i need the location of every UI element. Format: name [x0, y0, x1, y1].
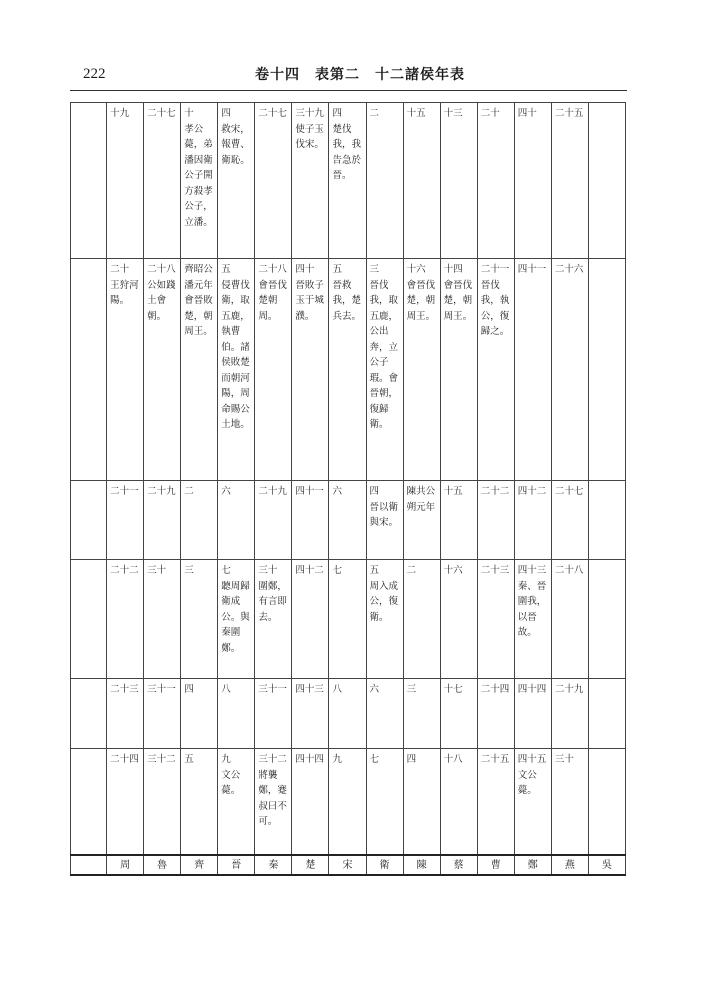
table-cell: 四 救宋，報曹、衛恥。 — [218, 103, 255, 259]
table-cell: 四十 — [514, 103, 551, 259]
table-cell: 二十三 — [107, 679, 144, 749]
table-cell: 十七 — [440, 679, 477, 749]
state-label: 周 — [107, 855, 144, 875]
table-cell: 二十六 — [551, 259, 588, 481]
table-cell — [588, 103, 625, 259]
table-cell — [71, 749, 107, 856]
year-row — [71, 749, 626, 856]
table-cell: 五 侵曹伐衛，取五鹿，執曹伯。諸侯敗楚而朝河陽，周命賜公土地。 — [218, 259, 255, 481]
state-label: 魯 — [144, 855, 181, 875]
table-cell: 陳共公朔元年 — [403, 481, 440, 560]
table-cell: 十五 — [440, 481, 477, 560]
table-cell: 九 文公薨。 — [218, 749, 255, 856]
table-cell: 四 晉以衛與宋。 — [366, 481, 403, 560]
year-row — [71, 679, 626, 749]
state-label: 蔡 — [440, 855, 477, 875]
table-cell: 二十 王狩河陽。 — [107, 259, 144, 481]
table-cell: 二十九 — [144, 481, 181, 560]
state-label: 晉 — [218, 855, 255, 875]
table-cell: 二十一 — [107, 481, 144, 560]
table-cell — [71, 679, 107, 749]
table-cell: 四十三 秦、晉圍我，以晉故。 — [514, 560, 551, 679]
table-cell: 二十四 — [477, 679, 514, 749]
table-cell: 二十二 — [477, 481, 514, 560]
table-cell: 四 — [181, 679, 218, 749]
table-cell: 七 聽周歸衛成公。與秦圍鄭。 — [218, 560, 255, 679]
table-cell — [588, 481, 625, 560]
table-cell: 二十二 — [107, 560, 144, 679]
table-cell: 八 — [218, 679, 255, 749]
table-cell: 二十五 — [477, 749, 514, 856]
state-label: 燕 — [551, 855, 588, 875]
page-number: 222 — [83, 66, 106, 82]
table-cell: 六 — [329, 481, 366, 560]
table-cell: 二十八 — [551, 560, 588, 679]
table-cell: 十五 — [403, 103, 440, 259]
table-cell: 二十七 — [144, 103, 181, 259]
table-cell: 二十四 — [107, 749, 144, 856]
table-cell: 四 — [403, 749, 440, 856]
table-cell: 二十九 — [255, 481, 292, 560]
table-cell: 二十八 公如踐土會朝。 — [144, 259, 181, 481]
state-label — [71, 855, 107, 875]
table-cell: 四十四 — [292, 749, 329, 856]
year-row — [71, 481, 626, 560]
table-cell — [71, 560, 107, 679]
table-cell: 十 孝公薨，弟潘因衛公子開方殺孝公子，立潘。 — [181, 103, 218, 259]
table-cell: 二十五 — [551, 103, 588, 259]
table-cell: 五 周入成公，復衛。 — [366, 560, 403, 679]
table-cell: 六 — [366, 679, 403, 749]
state-label: 楚 — [292, 855, 329, 875]
state-label: 衛 — [366, 855, 403, 875]
table-cell: 三十一 — [144, 679, 181, 749]
header-rule — [70, 90, 627, 91]
table-cell: 三十二 將襲鄭，蹇叔曰不可。 — [255, 749, 292, 856]
table-cell: 十六 會晉伐楚，朝周王。 — [403, 259, 440, 481]
table-cell: 二十一 晉伐我，執公，復歸之。 — [477, 259, 514, 481]
chronology-table — [70, 102, 626, 876]
year-row — [71, 560, 626, 679]
state-label: 曹 — [477, 855, 514, 875]
table-cell: 二 — [181, 481, 218, 560]
table-cell — [588, 679, 625, 749]
state-label: 齊 — [181, 855, 218, 875]
table-cell: 三十一 — [255, 679, 292, 749]
table-cell: 九 — [329, 749, 366, 856]
table-cell: 三十 — [144, 560, 181, 679]
table-cell — [588, 560, 625, 679]
running-head: 卷十四 表第二 十二諸侯年表 — [255, 67, 465, 83]
table-cell — [588, 259, 625, 481]
table-cell: 四十一 — [514, 259, 551, 481]
table-cell: 十八 — [440, 749, 477, 856]
table-cell: 六 — [218, 481, 255, 560]
table-cell: 十九 — [107, 103, 144, 259]
table-cell: 二十九 — [551, 679, 588, 749]
state-label: 秦 — [255, 855, 292, 875]
table-cell: 八 — [329, 679, 366, 749]
table-cell: 十四 會晉伐楚，朝周王。 — [440, 259, 477, 481]
table-cell: 二十七 — [551, 481, 588, 560]
state-label: 陳 — [403, 855, 440, 875]
table-cell — [71, 481, 107, 560]
table-cell: 二十七 — [255, 103, 292, 259]
year-row — [71, 259, 626, 481]
table-cell: 三 — [181, 560, 218, 679]
table-cell: 五 — [181, 749, 218, 856]
state-label: 宋 — [329, 855, 366, 875]
table-cell: 三 晉伐我，取五鹿，公出奔，立公子瑕。會晉朝，復歸衛。 — [366, 259, 403, 481]
state-label-row — [71, 855, 626, 875]
table-cell: 二十八 會晉伐楚朝周。 — [255, 259, 292, 481]
table-cell: 二 — [366, 103, 403, 259]
table-cell — [588, 749, 625, 856]
table-cell: 二 — [403, 560, 440, 679]
table-cell: 二十 — [477, 103, 514, 259]
table-cell: 三十二 — [144, 749, 181, 856]
table-cell: 十三 — [440, 103, 477, 259]
table-cell: 三 — [403, 679, 440, 749]
table-cell: 四十三 — [292, 679, 329, 749]
table-cell: 三十 — [551, 749, 588, 856]
table-cell: 四十 晉敗子玉于城濮。 — [292, 259, 329, 481]
table-cell: 十六 — [440, 560, 477, 679]
table-cell: 五 晉救我，楚兵去。 — [329, 259, 366, 481]
table-cell: 四十二 — [514, 481, 551, 560]
table-cell: 四十四 — [514, 679, 551, 749]
year-row — [71, 103, 626, 259]
table-cell: 齊昭公潘元年 會晉敗楚，朝周王。 — [181, 259, 218, 481]
table-cell: 三十九 使子玉伐宋。 — [292, 103, 329, 259]
state-label: 鄭 — [514, 855, 551, 875]
table-cell: 三十 圍鄭，有言即去。 — [255, 560, 292, 679]
table-cell: 四 楚伐我，我告急於晉。 — [329, 103, 366, 259]
table-cell: 四十五 文公薨。 — [514, 749, 551, 856]
table-cell — [71, 259, 107, 481]
table-cell: 四十二 — [292, 560, 329, 679]
table-cell — [71, 103, 107, 259]
table-cell: 七 — [329, 560, 366, 679]
table-cell: 四十一 — [292, 481, 329, 560]
table-cell: 七 — [366, 749, 403, 856]
table-cell: 二十三 — [477, 560, 514, 679]
state-label: 吳 — [588, 855, 625, 875]
